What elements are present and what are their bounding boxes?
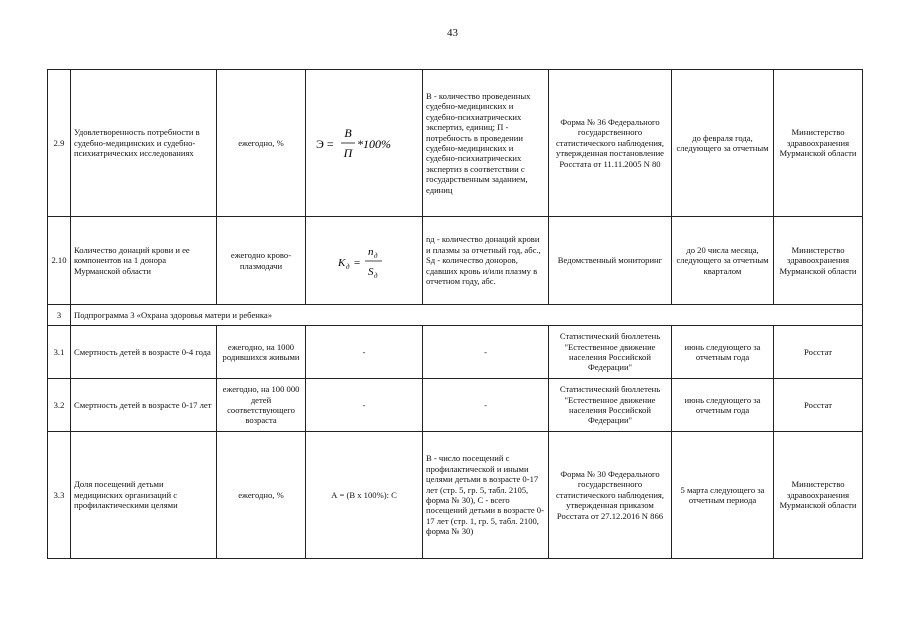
formula-equation <box>314 123 414 163</box>
formula-lhs-sub: д <box>346 262 350 271</box>
definitions: - <box>423 379 549 432</box>
data-source: Форма № 36 Федерального государственного статистического наблюдения, утвержденная постановление Росстата от 11.11.2005 N 80 <box>549 70 672 217</box>
responsible: Министерство здравоохранения Мурманской области <box>774 432 863 559</box>
indicators-table <box>47 69 863 559</box>
section-number: 3 <box>48 305 71 326</box>
row-number: 2.10 <box>48 217 71 305</box>
formula-denominator: S <box>368 265 374 278</box>
data-source: Статистический бюллетень "Естественное движение населения Российской Федерации" <box>549 326 672 379</box>
deadline: до февраля года, следующего за отчетным <box>672 70 774 217</box>
formula-numerator: n <box>368 245 374 258</box>
responsible: Росстат <box>774 379 863 432</box>
formula-denominator-sub: д <box>374 271 378 280</box>
formula-lhs: Э = <box>316 137 334 151</box>
periodicity: ежегодно, % <box>217 70 306 217</box>
page-number: 43 <box>447 27 458 39</box>
deadline: 5 марта следующего за отчетным периода <box>672 432 774 559</box>
definitions: В - число посещений с профилактической и иными целями детьми в возрасте 0-17 лет (стр. 5, гр. 5, табл. 2105, форма № 30), С - всего посещений детьми в возрасте 0-17 лет (стр. 1, гр. 5, табл. 2100, форма № 30) <box>423 432 549 559</box>
formula-denominator: П <box>343 146 353 160</box>
indicator-name: Смертность детей в возрасте 0-17 лет <box>71 379 217 432</box>
table-row <box>48 326 863 379</box>
indicator-name: Количество донаций крови и ее компонентов на 1 донора Мурманской области <box>71 217 217 305</box>
formula-numerator-sub: д <box>374 251 378 260</box>
periodicity: ежегодно, на 1000 родившихся живыми <box>217 326 306 379</box>
periodicity: ежегодно, % <box>217 432 306 559</box>
deadline: июнь следующего за отчетным года <box>672 326 774 379</box>
data-source: Статистический бюллетень "Естественное движение населения Российской Федерации" <box>549 379 672 432</box>
table-row <box>48 217 863 305</box>
formula-lhs: K <box>338 256 346 269</box>
deadline: до 20 числа месяца, следующего за отчетным кварталом <box>672 217 774 305</box>
formula-cell: - <box>306 326 423 379</box>
table-row <box>48 379 863 432</box>
responsible: Министерство здравоохранения Мурманской области <box>774 217 863 305</box>
formula-cell: А = (В x 100%): С <box>306 432 423 559</box>
formula-numerator: В <box>344 126 352 140</box>
periodicity: ежегодно, на 100 000 детей соответствующего возраста <box>217 379 306 432</box>
formula-equation <box>334 241 394 281</box>
row-number: 2.9 <box>48 70 71 217</box>
responsible: Росстат <box>774 326 863 379</box>
periodicity: ежегодно крово-плазмодачи <box>217 217 306 305</box>
definitions: - <box>423 326 549 379</box>
indicator-name: Удовлетворенность потребности в судебно-медицинских и судебно-психиатрических исследованиях <box>71 70 217 217</box>
indicator-name: Смертность детей в возрасте 0-4 года <box>71 326 217 379</box>
table-row <box>48 70 863 217</box>
formula-eq: = <box>354 256 361 269</box>
row-number: 3.1 <box>48 326 71 379</box>
section-title: Подпрограмма 3 «Охрана здоровья матери и ребенка» <box>71 305 863 326</box>
formula-cell <box>306 70 423 217</box>
formula-cell <box>306 217 423 305</box>
section-row <box>48 305 863 326</box>
data-source: Ведомственный мониторинг <box>549 217 672 305</box>
formula-suffix: *100% <box>357 137 391 151</box>
definitions: nд - количество донаций крови и плазмы за отчетный год, абс., Sд - количество доноров, сдавших кровь и/или плазму в отчетном году, абс. <box>423 217 549 305</box>
formula-cell: - <box>306 379 423 432</box>
deadline: июнь следующего за отчетным года <box>672 379 774 432</box>
row-number: 3.2 <box>48 379 71 432</box>
data-source: Форма № 30 Федерального государственного статистического наблюдения, утвержденная приказом Росстата от 27.12.2016 N 866 <box>549 432 672 559</box>
table-row <box>48 432 863 559</box>
indicator-name: Доля посещений детьми медицинских организаций с профилактическими целями <box>71 432 217 559</box>
responsible: Министерство здравоохранения Мурманской области <box>774 70 863 217</box>
row-number: 3.3 <box>48 432 71 559</box>
definitions: В - количество проведенных судебно-медицинских и судебно-психиатрических экспертиз, единиц; П - потребность в проведении судебно-медицинских и судебно-психиатрических экспертиз в соответствии с государственным заданием, единиц <box>423 70 549 217</box>
